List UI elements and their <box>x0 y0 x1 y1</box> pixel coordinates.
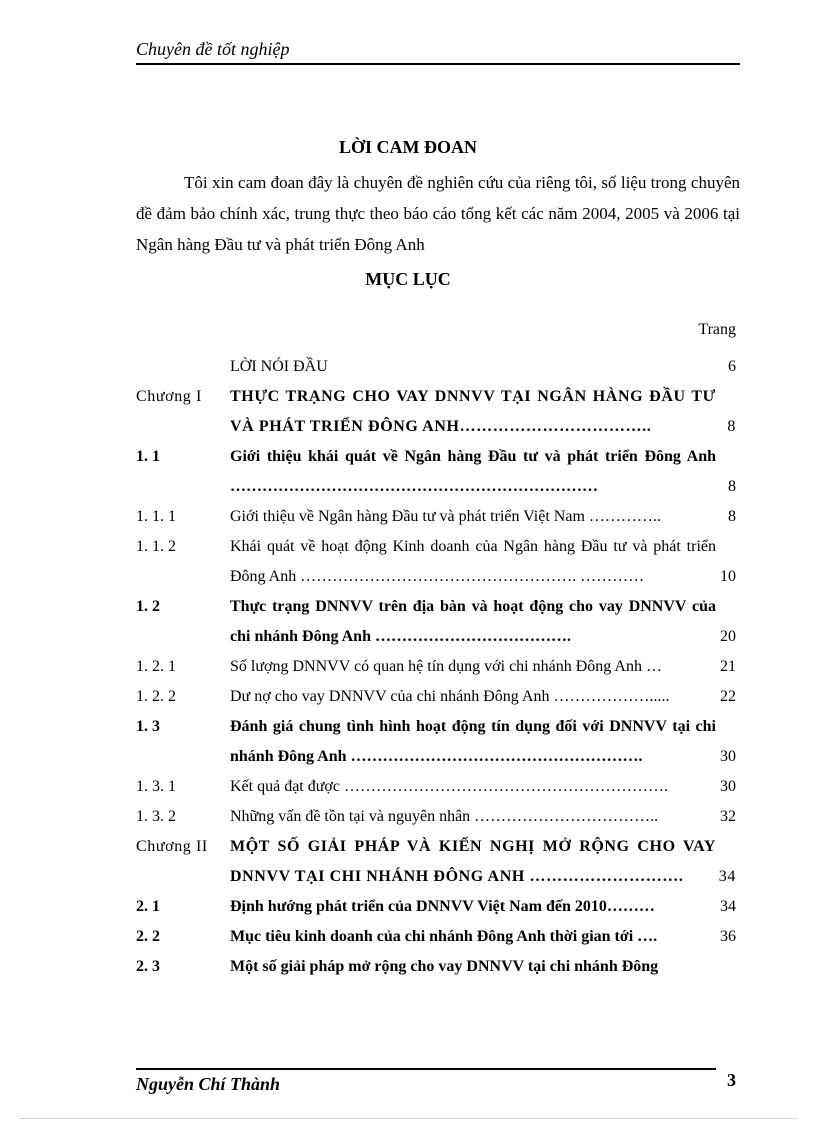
toc-page-header: Trang <box>698 321 736 338</box>
toc-entry-title: Khái quát về hoạt động Kinh doanh của Ngân hàng Đầu tư và phát triển Đông Anh ……………………………………………. ………… <box>230 538 716 585</box>
toc-entry-title: Kết quả đạt được ……………………………………………………. <box>230 778 668 795</box>
toc-entry-title: MỘT SỐ GIẢI PHÁP VÀ KIẾN NGHỊ MỞ RỘNG CHO VAY DNNVV TẠI CHI NHÁNH ĐÔNG ANH ………………………. <box>230 838 716 885</box>
toc-entry-page: 36 <box>720 928 736 945</box>
toc-entry-number: Chương I <box>136 388 202 405</box>
toc-entry-page: 8 <box>728 478 736 495</box>
toc-entry-title: Mục tiêu kinh doanh của chi nhánh Đông Anh thời gian tới …. <box>230 928 658 945</box>
toc-entry-title: Số lượng DNNVV có quan hệ tín dụng với chi nhánh Đông Anh … <box>230 658 662 675</box>
toc-entry-number: 2. 1 <box>136 898 160 915</box>
page-bottom-rule <box>20 1118 796 1119</box>
toc-entry-page: 21 <box>720 658 736 675</box>
toc-entry-number: 1. 2 <box>136 598 160 615</box>
toc-entry-number: 1. 3 <box>136 718 160 735</box>
toc-entry-page: 10 <box>720 568 736 585</box>
toc-entry-number: 1. 3. 2 <box>136 808 176 825</box>
toc-entry-page: 8 <box>727 418 736 435</box>
toc-entry-number: 1. 2. 2 <box>136 688 176 705</box>
toc-entry-title: Định hướng phát triển của DNNVV Việt Nam đến 2010……… <box>230 898 655 915</box>
toc-entry-number: 2. 3 <box>136 958 160 975</box>
toc-entry-number: 2. 2 <box>136 928 160 945</box>
toc-entry-title: THỰC TRẠNG CHO VAY DNNVV TẠI NGÂN HÀNG ĐẦU TƯ VÀ PHÁT TRIỂN ĐÔNG ANH…………………………….. <box>230 388 716 435</box>
toc-entry-title: Giới thiệu về Ngân hàng Đầu tư và phát triển Việt Nam ………….. <box>230 508 661 525</box>
toc-entry-page: 30 <box>720 778 736 795</box>
toc-entry-page: 20 <box>720 628 736 645</box>
toc-entry-title: Một số giải pháp mở rộng cho vay DNNVV tại chi nhánh Đông <box>230 958 659 975</box>
toc-entry-number: 1. 2. 1 <box>136 658 176 675</box>
commitment-title: LỜI CAM ĐOAN <box>339 137 477 157</box>
toc-entry-number: 1. 1 <box>136 448 160 465</box>
toc-entry-page: 34 <box>718 868 736 885</box>
toc-entry-title: Đánh giá chung tình hình hoạt động tín dụng đối với DNNVV tại chi nhánh Đông Anh ………………………………………………. <box>230 718 716 765</box>
toc-entry-page: 8 <box>728 508 736 525</box>
commitment-text: Tôi xin cam đoan đây là chuyên đề nghiên cứu của riêng tôi, số liệu trong chuyên đề đảm bảo chính xác, trung thực theo báo cáo tổng kết các năm 2004, 2005 và 2006 tại Ngân hàng Đầu tư và phát triển Đông Anh <box>136 173 740 254</box>
commitment-paragraph <box>136 167 740 260</box>
toc-entry-title: Thực trạng DNNVV trên địa bàn và hoạt động cho vay DNNVV của chi nhánh Đông Anh ………………………………. <box>230 598 716 645</box>
toc-entry-page: 32 <box>720 808 736 825</box>
toc-entry-number: Chương II <box>136 838 208 855</box>
footer-divider <box>136 1068 716 1070</box>
toc-entry-title: LỜI NÓI ĐẦU <box>230 358 328 375</box>
toc-title: MỤC LỤC <box>365 269 451 289</box>
toc-entry-page: 30 <box>720 748 736 765</box>
toc-entry-page: 22 <box>720 688 736 705</box>
toc-entry-number: 1. 1. 2 <box>136 538 176 555</box>
toc-entry-number: 1. 1. 1 <box>136 508 176 525</box>
toc-entry-page: 6 <box>728 358 736 375</box>
toc-entry-number: 1. 3. 1 <box>136 778 176 795</box>
toc-entry-title: Những vấn đề tồn tại và nguyên nhân …………………………….. <box>230 808 659 825</box>
toc-entry-page: 34 <box>720 898 736 915</box>
footer-author: Nguyễn Chí Thành <box>136 1074 281 1094</box>
page-header: Chuyên đề tốt nghiệp <box>136 37 740 65</box>
toc-entry-title: Giới thiệu khái quát về Ngân hàng Đầu tư và phát triển Đông Anh …………………………………………………………… <box>230 448 716 495</box>
footer-page-number: 3 <box>727 1070 736 1090</box>
toc-entry-title: Dư nợ cho vay DNNVV của chi nhánh Đông Anh ………………..... <box>230 688 670 705</box>
